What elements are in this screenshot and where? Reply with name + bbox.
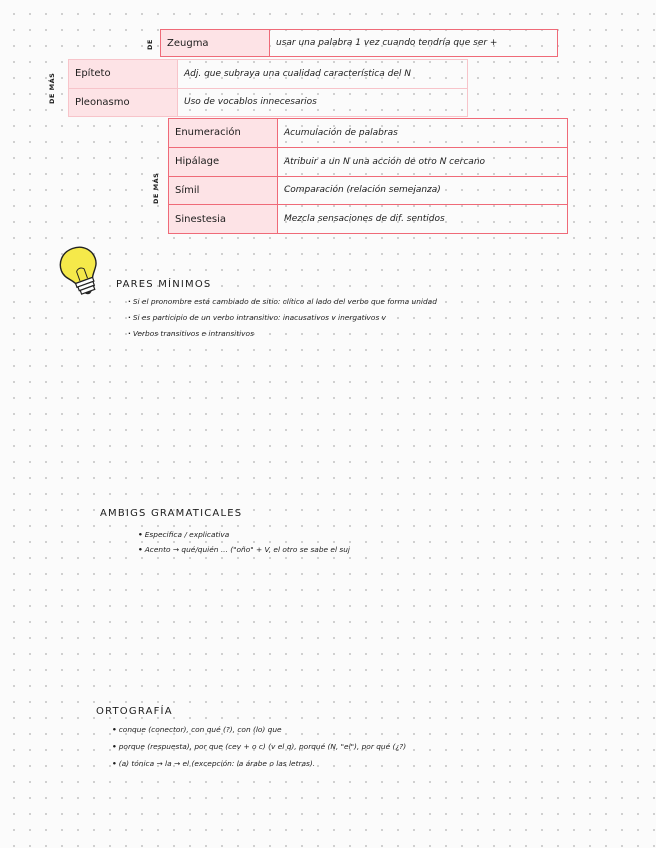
table-row	[69, 88, 468, 117]
term-cell: Pleonasmo	[69, 88, 178, 117]
list-item: · Verbos transitivos e intransitivos	[128, 329, 254, 338]
term-cell: Sinestesia	[169, 205, 278, 234]
list-item: • porque (respuesta), por que (cev + o c) (v el q), porqué (N, "el"), por qué (¿?)	[112, 742, 407, 751]
definition-cell: usar una palabra 1 vez cuando tendría que ser +	[270, 30, 558, 57]
lightbulb-icon	[58, 244, 104, 300]
definition-cell: Atribuir a un N una acción de otro N cercano	[278, 147, 568, 176]
term-cell: Zeugma	[161, 30, 270, 57]
section-heading-ortografia: ORTOGRAFÍA	[96, 706, 173, 717]
list-item: • (a) tónica → la → el (excepción: la árabe o las letras).	[112, 759, 316, 768]
list-item: • Especifica / explicativa	[138, 530, 230, 539]
definition-cell: Mezcla sensaciones de dif. sentidos	[278, 205, 568, 234]
list-item-text: Si el pronombre está cambiado de sitio: clítico al lado del verbo que forma unidad	[132, 297, 437, 306]
list-item-text: Especifica / explicativa	[144, 530, 230, 539]
definition-cell: Acumulación de palabras	[278, 119, 568, 148]
term-cell: Símil	[169, 176, 278, 205]
table-row	[169, 205, 568, 234]
table-bottom	[168, 118, 568, 234]
table-mid	[68, 59, 468, 117]
section-heading-pares: PARES MÍNIMOS	[116, 279, 212, 290]
table-mid-side-label: DE MÁS	[48, 72, 56, 104]
table-top-side-label: DE	[146, 39, 154, 50]
list-item: · Si el pronombre está cambiado de sitio: clítico al lado del verbo que forma unidad	[128, 297, 437, 306]
table-row	[69, 60, 468, 89]
term-cell: Hipálage	[169, 147, 278, 176]
term-cell: Enumeración	[169, 119, 278, 148]
section-heading-ambigs: AMBIGS GRAMATICALES	[100, 508, 243, 519]
table-row	[169, 119, 568, 148]
table-row	[161, 30, 558, 57]
list-item-text: Si es participio de un verbo intransitivo: inacusativos v inergativos v	[132, 313, 387, 322]
list-item-text: Acento → qué/quién ... ("oño" + V, el otro se sabe el suj	[144, 545, 350, 554]
definition-cell: Comparación (relación semejanza)	[278, 176, 568, 205]
table-row	[169, 176, 568, 205]
term-cell: Epíteto	[69, 60, 178, 89]
definition-cell: Adj. que subraya una cualidad característica del N	[178, 60, 468, 89]
table-row	[169, 147, 568, 176]
list-item-text: Verbos transitivos e intransitivos	[132, 329, 254, 338]
list-item: • conque (conector), con qué (?), con (lo) que	[112, 725, 282, 734]
table-bottom-side-label: DE MÁS	[152, 172, 160, 204]
list-item-text: (a) tónica → la → el (excepción: la árabe o las letras).	[118, 759, 316, 768]
definition-cell: Uso de vocablos innecesarios	[178, 88, 468, 117]
table-top	[160, 29, 558, 57]
list-item: • Acento → qué/quién ... ("oño" + V, el otro se sabe el suj	[138, 545, 350, 554]
list-item-text: porque (respuesta), por que (cev + o c) (v el q), porqué (N, "el"), por qué (¿?)	[118, 742, 407, 751]
list-item: · Si es participio de un verbo intransitivo: inacusativos v inergativos v	[128, 313, 387, 322]
list-item-text: conque (conector), con qué (?), con (lo) que	[118, 725, 282, 734]
